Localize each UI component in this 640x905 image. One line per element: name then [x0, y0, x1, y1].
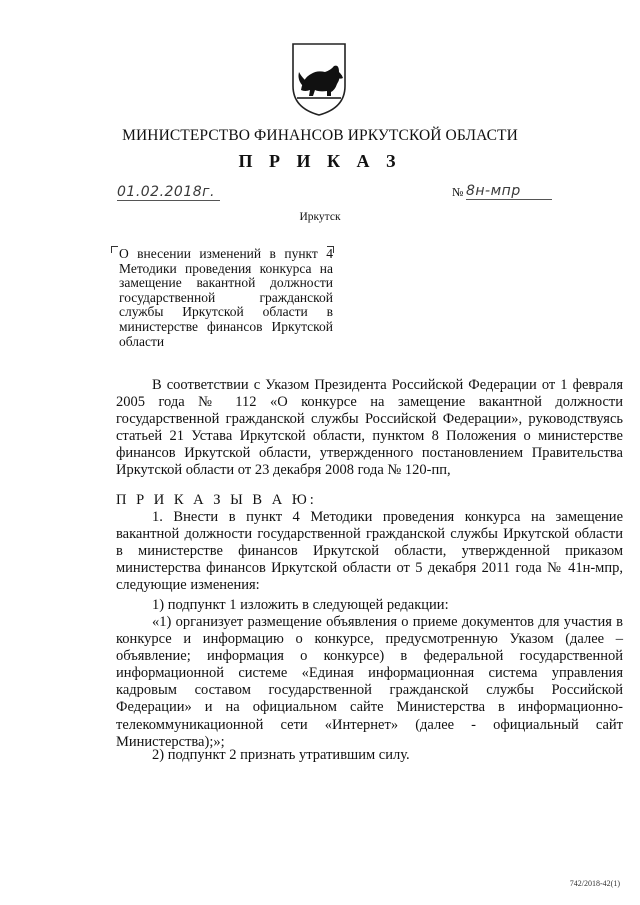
- footer-document-code: 742/2018-42(1): [569, 879, 620, 888]
- subitem-1-heading: 1) подпункт 1 изложить в следующей редакции:: [152, 597, 449, 613]
- preamble-paragraph: В соответствии с Указом Президента Российской Федерации от 1 февраля 2005 года № 112 «О конкурсе на замещение вакантной должности государственной гражданской службы Российской Федерации», руководствуясь статьей 21 Устава Иркутской области, пунктом 8 Положения о министерстве финансов Иркутской области, утвержденного постановлением Правительства Иркутской области от 23 декабря 2008 года № 120-пп,: [116, 377, 623, 479]
- subject-bracket-left: [111, 246, 118, 253]
- document-subject: О внесении изменений в пункт 4 Методики проведения конкурса на замещение вакантной должности государственной гражданской службы Иркутской области в министерстве финансов Иркутской области: [119, 246, 333, 349]
- subitem-1-text: «1) организует размещение объявления о приеме документов для участия в конкурсе и информацию о конкурсе, предусмотренную Указом (далее – объявление; информация о конкурсе) в федеральной государственной информационной системе «Единая информационная система управления кадровым составом государственной гражданской службы Российской Федерации» и на официальном сайте Министерства в информационно-телекоммуникационной сети «Интернет» (далее - официальный сайт Министерства);»;: [116, 614, 623, 750]
- number-label: №: [452, 185, 464, 199]
- item-1-paragraph: 1. Внести в пункт 4 Методики проведения конкурса на замещение вакантной должности государственной гражданской службы Иркутской области в министерстве финансов Иркутской области, утвержденной приказом министерства финансов Иркутской области от 5 декабря 2011 года № 41н-мпр, следующие изменения:: [116, 509, 623, 594]
- document-type-title: П Р И К А З: [238, 151, 402, 171]
- ministry-title: МИНИСТЕРСТВО ФИНАНСОВ ИРКУТСКОЙ ОБЛАСТИ: [122, 127, 518, 144]
- irkutsk-coat-of-arms-icon: [289, 40, 349, 118]
- subitem-2-paragraph: 2) подпункт 2 признать утратившим силу.: [152, 747, 410, 763]
- document-date: 01.02.2018г.: [117, 184, 220, 201]
- order-word: П Р И К А З Ы В А Ю:: [116, 492, 317, 508]
- city-name: Иркутск: [299, 211, 341, 223]
- document-number: 8н-мпр: [466, 183, 552, 200]
